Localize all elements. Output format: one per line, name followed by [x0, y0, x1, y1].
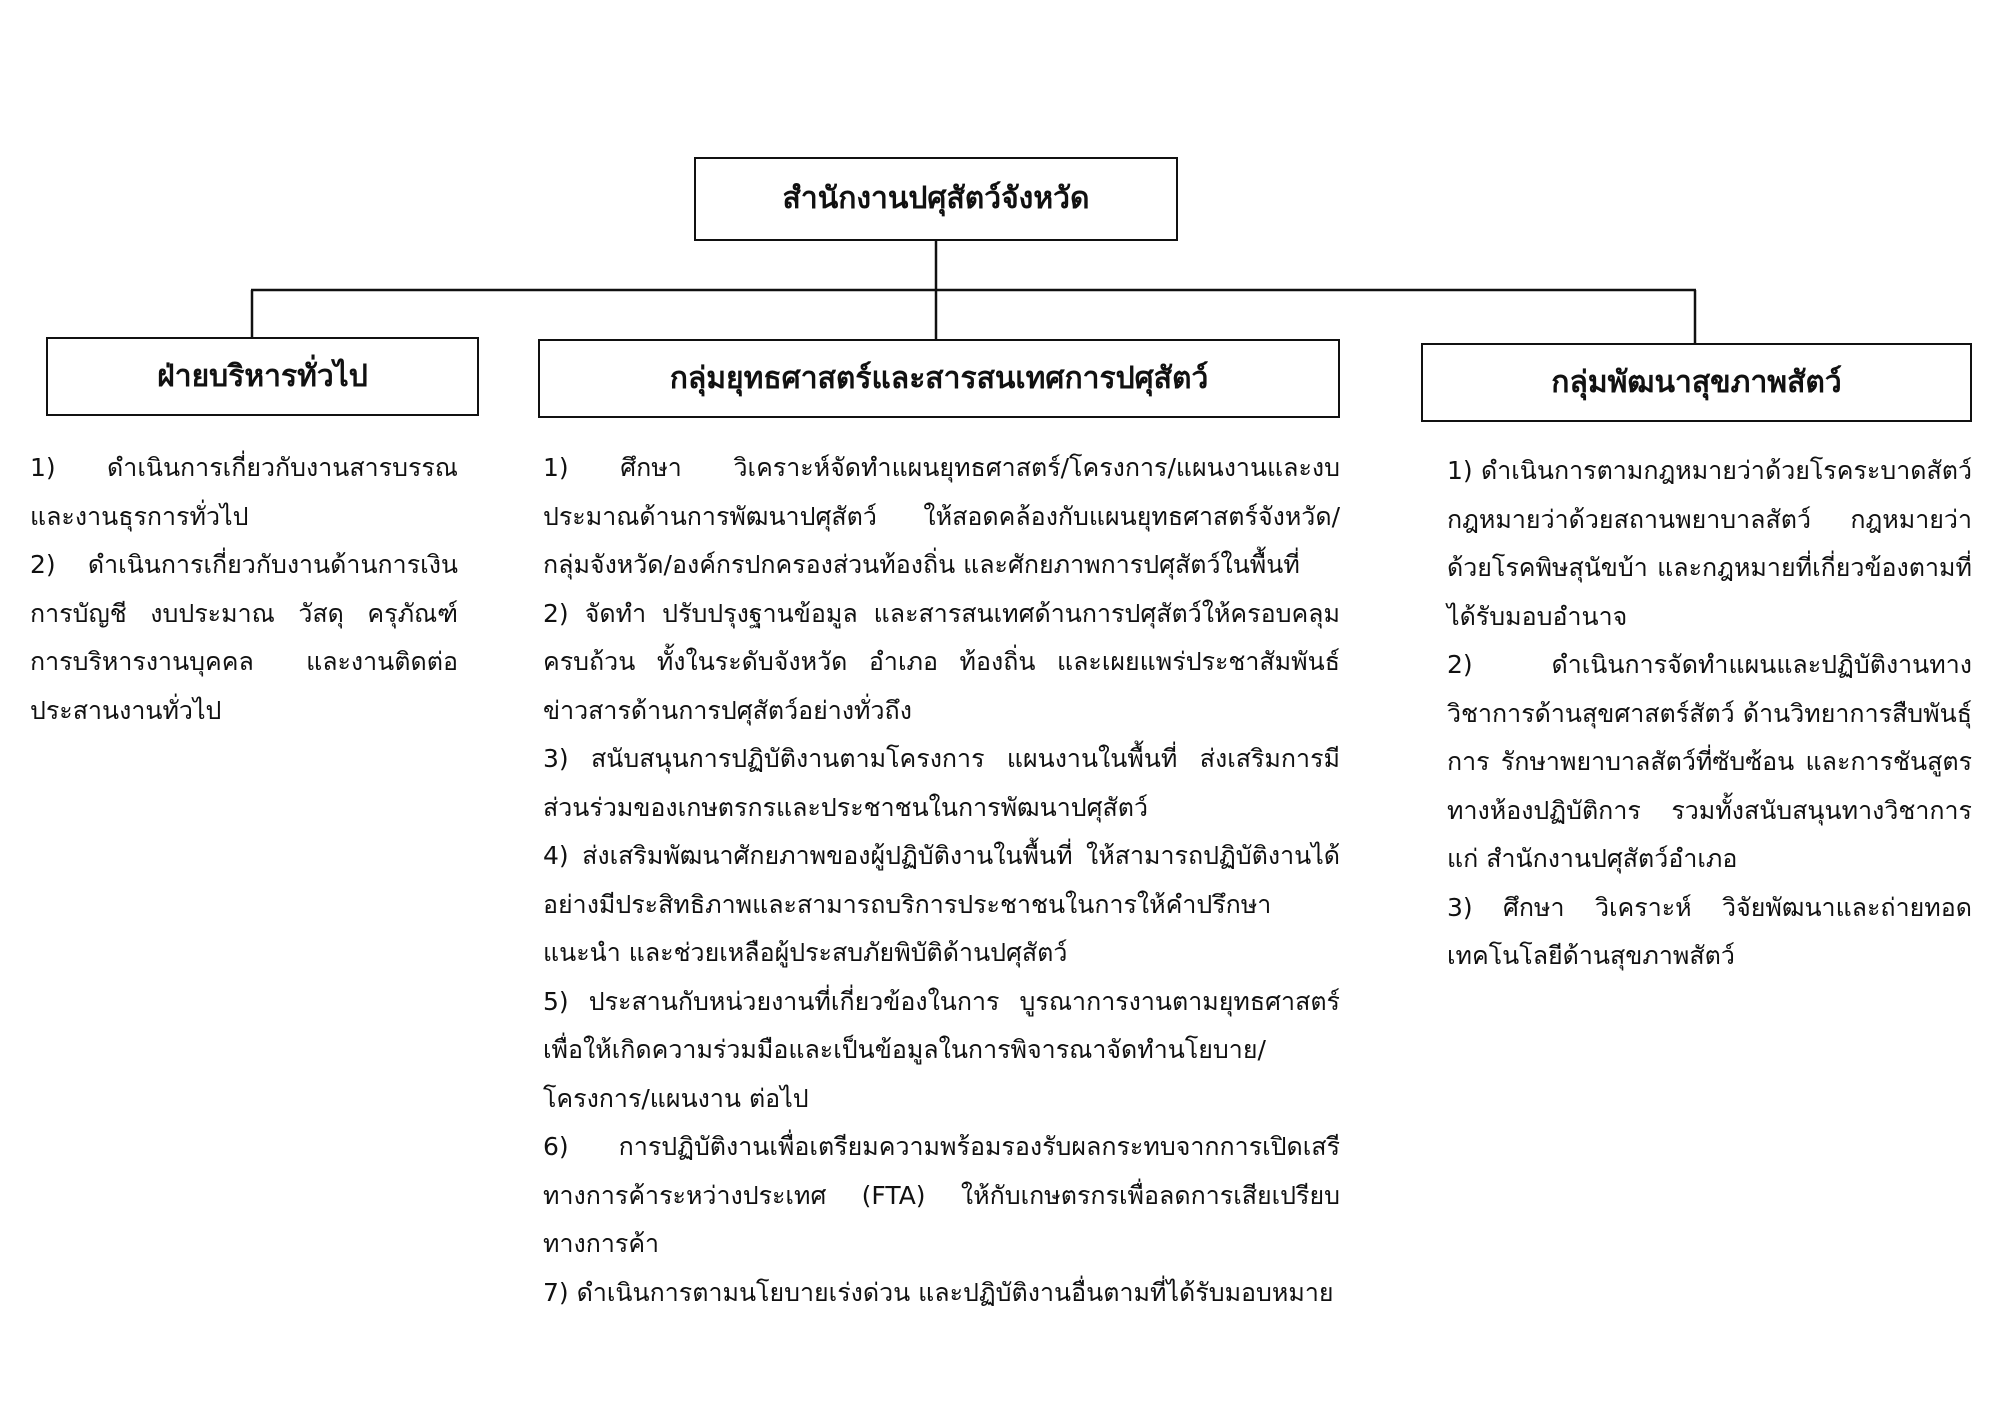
duty-item: 6) การปฏิบัติงานเพื่อเตรียมความพร้อมรองรับผลกระทบจากการเปิดเสรีทางการค้าระหว่างประเทศ (FTA) ให้กับเกษตรกรเพื่อลดการเสียเปรียบทางการค้า	[543, 1132, 1340, 1258]
duties-general-admin	[30, 444, 458, 735]
unit-box-animal-health-group	[1421, 343, 1972, 422]
duties-strategy-group	[543, 444, 1340, 1317]
unit-box-general-admin	[46, 337, 479, 416]
duty-item: 1) ดำเนินการเกี่ยวกับงานสารบรรณและงานธุรการทั่วไป	[30, 453, 458, 531]
duty-item: 5) ประสานกับหน่วยงานที่เกี่ยวข้องในการ บูรณาการงานตามยุทธศาสตร์เพื่อให้เกิดความร่วมมือและเป็นข้อมูลในการพิจารณาจัดทำนโยบาย/โครงการ/แผนงาน ต่อไป	[543, 986, 1340, 1113]
root-title: สำนักงานปศุสัตว์จังหวัด	[782, 181, 1090, 216]
unit-box-strategy-group	[538, 339, 1340, 418]
duty-item: 1) ศึกษา วิเคราะห์จัดทำแผนยุทธศาสตร์/โครงการ/แผนงานและงบประมาณด้านการพัฒนาปศุสัตว์ ให้สอดคล้องกับแผนยุทธศาสตร์จังหวัด/กลุ่มจังหวัด/องค์กรปกครองส่วนท้องถิ่น และศักยภาพการปศุสัตว์ในพื้นที่	[543, 453, 1340, 579]
duty-item: 4) ส่งเสริมพัฒนาศักยภาพของผู้ปฏิบัติงานในพื้นที่ ให้สามารถปฏิบัติงานได้อย่างมีประสิทธิภาพและสามารถบริการประชาชนในการให้คำปรึกษาแนะนำ และช่วยเหลือผู้ประสบภัยพิบัติด้านปศุสัตว์	[543, 841, 1340, 967]
unit-title-general-admin: ฝ่ายบริหารทั่วไป	[157, 358, 368, 394]
duty-item: 2) ดำเนินการเกี่ยวกับงานด้านการเงิน การบัญชี งบประมาณ วัสดุ ครุภัณฑ์ การบริหารงานบุคคล และงานติดต่อประสานงานทั่วไป	[30, 550, 458, 725]
duty-item: 7) ดำเนินการตามนโยบายเร่งด่วน และปฏิบัติงานอื่นตามที่ได้รับมอบหมาย	[543, 1277, 1334, 1307]
root-box	[694, 157, 1178, 241]
duty-item: 1) ดำเนินการตามกฎหมายว่าด้วยโรคระบาดสัตว์ กฎหมายว่าด้วยสถานพยาบาลสัตว์ กฎหมายว่าด้วยโรคพิษสุนัขบ้า และกฎหมายที่เกี่ยวข้องตามที่ได้รับมอบอำนาจ	[1447, 456, 1972, 631]
duty-item: 2) ดำเนินการจัดทำแผนและปฏิบัติงานทางวิชาการด้านสุขศาสตร์สัตว์ ด้านวิทยาการสืบพันธุ์การ รักษาพยาบาลสัตว์ที่ซับซ้อน และการชันสูตรทางห้องปฏิบัติการ รวมทั้งสนับสนุนทางวิชาการแก่ สำนักงานปศุสัตว์อำเภอ	[1447, 650, 1972, 873]
unit-title-strategy-group: กลุ่มยุทธศาสตร์และสารสนเทศการปศุสัตว์	[669, 360, 1209, 396]
duties-animal-health-group	[1447, 447, 1972, 981]
unit-title-animal-health-group: กลุ่มพัฒนาสุขภาพสัตว์	[1551, 364, 1842, 400]
duty-item: 3) ศึกษา วิเคราะห์ วิจัยพัฒนาและถ่ายทอดเทคโนโลยีด้านสุขภาพสัตว์	[1447, 892, 1972, 970]
duty-item: 2) จัดทำ ปรับปรุงฐานข้อมูล และสารสนเทศด้านการปศุสัตว์ให้ครอบคลุมครบถ้วน ทั้งในระดับจังหวัด อำเภอ ท้องถิ่น และเผยแพร่ประชาสัมพันธ์ข่าวสารด้านการปศุสัตว์อย่างทั่วถึง	[543, 598, 1340, 725]
duty-item: 3) สนับสนุนการปฏิบัติงานตามโครงการ แผนงานในพื้นที่ ส่งเสริมการมีส่วนร่วมของเกษตรกรและประชาชนในการพัฒนาปศุสัตว์	[543, 744, 1340, 822]
